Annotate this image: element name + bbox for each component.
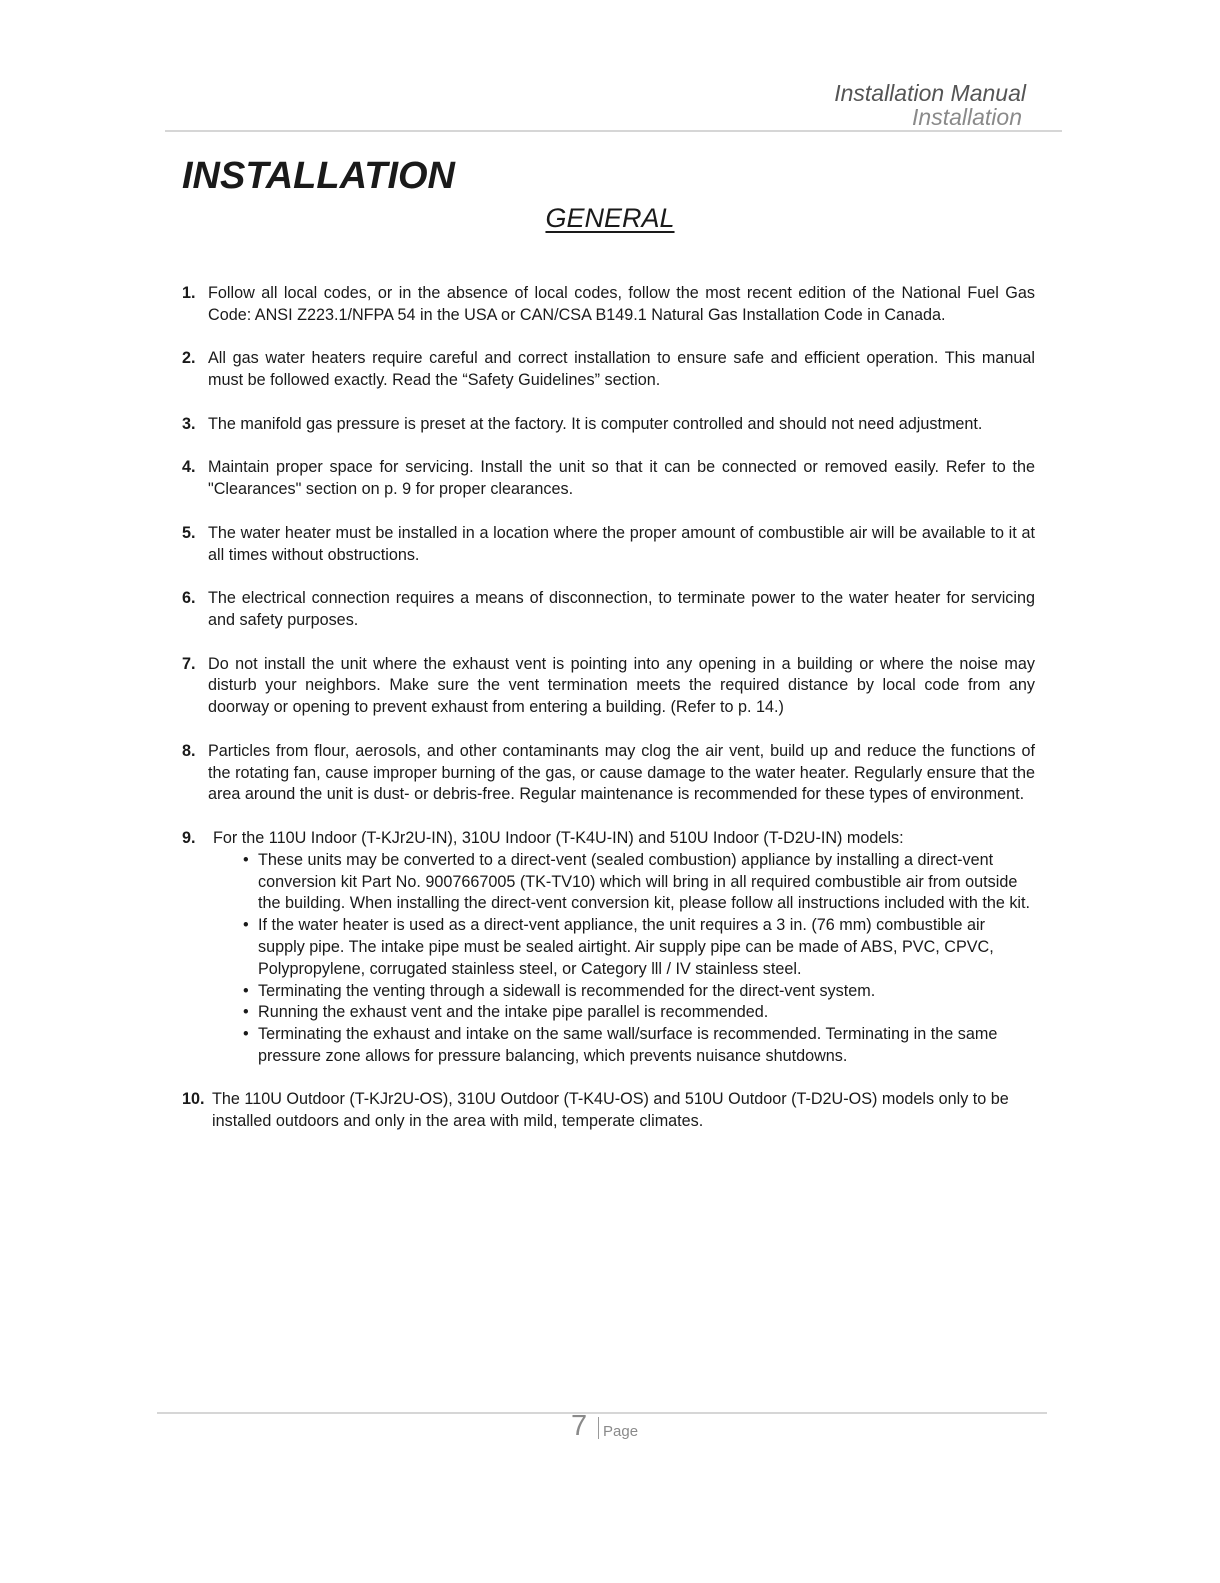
bullet-text: Terminating the exhaust and intake on the same wall/surface is recommended. Terminating in the same pressure zone allows for pressure balancing, which prevents nuisance shutdowns. — [258, 1025, 998, 1065]
item-number: 6. — [182, 589, 196, 608]
item-number: 5. — [182, 523, 196, 542]
item-text: Follow all local codes, or in the absence of local codes, follow the most recent edition of the National Fuel Gas Code: ANSI Z223.1/NFPA 54 in the USA or CAN/CSA B149.1 Natural Gas Installation Code in Canada. — [208, 284, 1035, 324]
bullet-item — [243, 915, 1035, 980]
list-item-3 — [182, 414, 1035, 436]
item-text: The water heater must be installed in a location where the proper amount of combustible air will be available to it at all times without obstructions. — [208, 523, 1035, 564]
bullet-text: Running the exhaust vent and the intake pipe parallel is recommended. — [258, 1003, 769, 1022]
list-item-10 — [182, 1089, 1035, 1133]
item-number: 2. — [182, 349, 196, 368]
list-item-9 — [182, 828, 1035, 1068]
item-text: For the 110U Indoor (T-KJr2U-IN), 310U Indoor (T-K4U-IN) and 510U Indoor (T-D2U-IN) models: — [213, 828, 904, 847]
item-text: Particles from flour, aerosols, and other contaminants may clog the air vent, build up and reduce the functions of the rotating fan, cause improper burning of the gas, or cause damage to the water heater. Regularly ensure that the area around the unit is dust- or debris-free. Regular maintenance is recommended for these types of environment. — [208, 741, 1035, 804]
item-text: Maintain proper space for servicing. Install the unit so that it can be connected or removed easily. Refer to the "Clearances" section on p. 9 for proper clearances. — [208, 458, 1035, 499]
bullet-item — [243, 1024, 1035, 1068]
list-item-5 — [182, 523, 1035, 567]
bullet-icon: • — [243, 1003, 249, 1022]
bullet-icon: • — [243, 916, 249, 935]
page-number: 7 — [571, 1410, 588, 1442]
bullet-icon: • — [243, 1025, 249, 1044]
page-label: Page — [603, 1423, 639, 1440]
bullet-item — [243, 1002, 1035, 1024]
page-title: INSTALLATION — [182, 155, 455, 197]
item-text: All gas water heaters require careful and correct installation to ensure safe and efficient operation. This manual must be followed exactly. Read the “Safety Guidelines” section. — [208, 349, 1035, 390]
item-number: 3. — [182, 414, 196, 433]
bullet-text: If the water heater is used as a direct-vent appliance, the unit requires a 3 in. (76 mm) combustible air supply pipe. The intake pipe must be sealed airtight. Air supply pipe can be made of ABS, PVC, CPVC, Polypropylene, corrugated stainless steel, or Category lll / IV stainless steel. — [258, 916, 994, 978]
bullet-text: These units may be converted to a direct-vent (sealed combustion) appliance by installing a direct-vent conversion kit Part No. 9007667005 (TK-TV10) which will bring in all required combustible air from outside the building. When installing the direct-vent conversion kit, please follow all instructions included with the kit. — [258, 850, 1031, 913]
item-number: 9. — [182, 828, 196, 847]
list-item-8 — [182, 741, 1035, 806]
footer-divider — [157, 1412, 1047, 1414]
item-number: 10. — [182, 1090, 205, 1109]
bullet-item — [243, 981, 1035, 1003]
bullet-text: Terminating the venting through a sidewall is recommended for the direct-vent system. — [258, 981, 876, 1000]
list-item-7 — [182, 654, 1035, 719]
bullet-item — [243, 850, 1035, 915]
item-text: The manifold gas pressure is preset at the factory. It is computer controlled and should not need adjustment. — [208, 414, 983, 433]
bullet-icon: • — [243, 850, 249, 869]
bullet-list — [208, 850, 1035, 1068]
item-text: The 110U Outdoor (T-KJr2U-OS), 310U Outdoor (T-K4U-OS) and 510U Outdoor (T-D2U-OS) models only to be installed outdoors and only in the area with mild, temperate climates. — [212, 1090, 1009, 1131]
header-divider — [165, 130, 1062, 132]
instruction-list — [182, 283, 1035, 1155]
page-number-separator — [598, 1417, 599, 1439]
item-text: Do not install the unit where the exhaust vent is pointing into any opening in a building or where the noise may disturb your neighbors. Make sure the vent termination meets the required distance by local code from any doorway or opening to prevent exhaust from entering a building. (Refer to p. 14.) — [208, 654, 1035, 717]
section-heading: GENERAL — [545, 203, 675, 233]
bullet-icon: • — [243, 981, 249, 1000]
list-item-2 — [182, 348, 1035, 392]
list-item-6 — [182, 588, 1035, 632]
item-number: 7. — [182, 654, 196, 673]
item-text: The electrical connection requires a means of disconnection, to terminate power to the water heater for servicing and safety purposes. — [208, 589, 1035, 629]
item-number: 4. — [182, 458, 196, 477]
list-item-1 — [182, 283, 1035, 327]
list-item-4 — [182, 457, 1035, 501]
header-section-title: Installation — [912, 104, 1022, 130]
header-manual-title: Installation Manual — [834, 80, 1026, 106]
item-number: 8. — [182, 741, 196, 760]
item-number: 1. — [182, 284, 196, 302]
